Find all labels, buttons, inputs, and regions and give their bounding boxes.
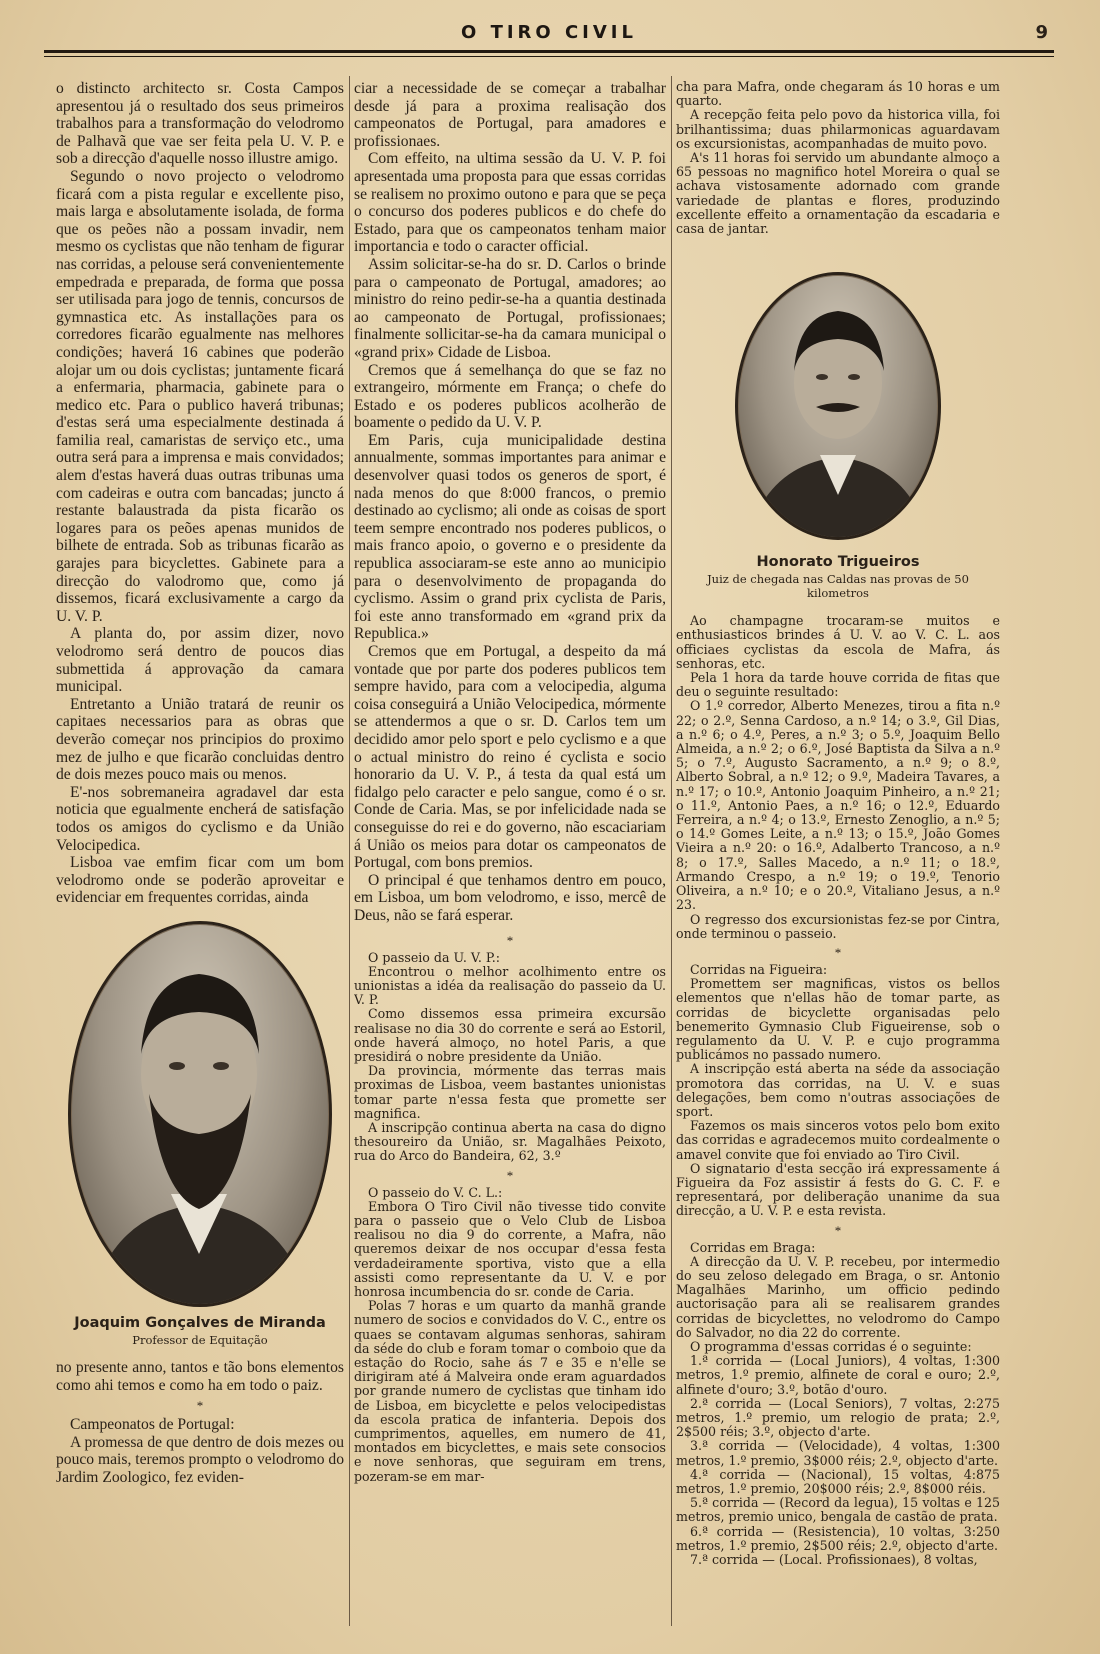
paragraph: Fazemos os mais sinceros votos pelo bom exito das corridas e agradecemos muito cordealmente o amavel convite que foi enviado ao Tiro Civil. <box>676 1118 1000 1162</box>
paragraph: A direcção da U. V. P. recebeu, por intermedio do seu zeloso delegado em Braga, o sr. Antonio Magalhães Marinho, um officio pedindo auctorisação para ali se realisarem grandes corridas de bicyclettes, no velodromo do Campo do Salvador, no dia 22 do corrente. <box>676 1253 1000 1340</box>
paragraph: Ao champagne trocaram-se muitos e enthusiasticos brindes á U. V. ao V. C. L. aos officiaes cyclistas da escola de Mafra, ás senhoras, etc. <box>676 613 1000 671</box>
paragraph: 6.ª corrida — (Resistencia), 10 voltas, 3:250 metros, 1.º premio, 2$500 réis; 2.º, objecto d'arte. <box>676 1523 1000 1553</box>
section-heading: O passeio do V. C. L.: <box>368 1184 503 1200</box>
paragraph: Em Paris, cuja municipalidade destina annualmente, sommas importantes para animar e desenvolver quasi todos os generos de sport, é nada menos do que 8:000 francos, o premio destinado ao cyclismo; ali onde as coisas de sport teem sempre encontrado nos poderes publicos, o mais franco apoio, o governo e o presidente da republica associaram-se este anno ao municipio para o desenvolvimento de propaganda do cyclismo. Assim o grand prix cyclista de Paris, foi este anno transformado em «grand prix da Republica.» <box>354 431 666 643</box>
section-heading: O passeio da U. V. P.: <box>368 949 500 965</box>
portrait-miranda <box>56 921 344 1347</box>
paragraph: A inscripção está aberta na séde da associação promotora das corridas, na U. V. e suas delegações, bem como n'outras associações de sport. <box>676 1061 1000 1119</box>
paragraph: Promettem ser magnificas, vistos os bellos elementos que n'ellas hão de tomar parte, as corridas de bicyclette organisadas pelo benemerito Gymnasio Club Figueirense, sob o regulamento da U. V. P. e cujo programma publicámos no passado numero. <box>676 976 1000 1063</box>
paragraph: O signatario d'esta secção irá expressamente á Figueira da Foz assistir á fests do G. C. F. e representará, por deliberação unanime da sua direcção, a U. V. P. e esta revista. <box>676 1160 1000 1219</box>
paragraph: ciar a necessidade de se começar a trabalhar desde já para a proxima realisação dos campeonatos de Portugal, para amadores e profissionaes. <box>354 80 666 150</box>
portrait-photo <box>68 921 332 1307</box>
paragraph: Entretanto a União tratará de reunir os capitaes necessarios para as obras que deverão começar nos principios do proximo mez de julho e que ficarão concluidas dentro de dois mezes pouco mais ou menos. <box>56 695 344 784</box>
column-3-body <box>676 614 1000 1567</box>
portrait-illustration <box>71 924 329 1304</box>
masthead <box>44 22 1054 48</box>
paragraph: A planta do, por assim dizer, novo velodromo será dentro de poucos dias submettida á approvação da camara municipal. <box>56 625 344 696</box>
section-divider-star: * <box>506 1167 514 1183</box>
section-divider-star: * <box>196 1398 204 1414</box>
paragraph: 5.ª corrida — (Record da legua), 15 voltas e 125 metros, premio unico, bengala de castão de prata. <box>676 1495 1000 1525</box>
paragraph: Cremos que em Portugal, a despeito da má vontade que por parte dos poderes publicos tem sempre havido, para com a velocipedia, alguma coisa conseguirá a União Velocipedica, mórmente se attendermos a que o sr. D. Carlos tem um decidido amor pelo sport e pelo cyclismo e a que o actual ministro do reino é cyclista e socio honorario da U. V. P., á testa da qual está um fidalgo pelo caracter e pelo sangue, como é o sr. Conde de Caria. Mas, se por infelicidade nada se conseguisse do rei e do governo, não escaciariam á União os meios para dotar os campeonatos de Portugal, com bons premios. <box>354 643 666 872</box>
section-heading: Corridas em Braga: <box>690 1239 816 1255</box>
portrait-caption-role: Juiz de chegada nas Caldas nas provas de 50 kilometros <box>707 572 969 601</box>
paragraph: Lisboa vae emfim ficar com um bom velodromo onde se poderão aproveitar e evidenciar em frequentes corridas, ainda <box>56 854 344 907</box>
paragraph: Embora O Tiro Civil não tivesse tido convite para o passeio que o Velo Club de Lisboa realisou no dia 9 do corrente, a Mafra, não queremos deixar de nos occupar d'essa festa verdadeiramente sportiva, visto que a ella assisti como representante da U. V. e por honrosa incumbencia do sr. conde de Caria. <box>354 1198 666 1299</box>
section-divider-star: * <box>834 1222 842 1238</box>
paragraph: Como dissemos essa primeira excursão realisase no dia 30 do corrente e será ao Estoril, onde haverá almoço, no hotel Paris, a que presidirá o nobre presidente da União. <box>354 1006 666 1064</box>
paragraph: O programma d'essas corridas é o seguinte: <box>690 1338 972 1354</box>
paragraph: Segundo o novo projecto o velodromo ficará com a pista regular e excellente piso, mais larga e absolutamente isolada, de forma que os peões não a possam invadir, nem mesmo os cyclistas que não tenham de figurar nas corridas, a pelouse será convenientemente empedrada e preparada, de forma que possa ser utilisada para jogo de tennis, concursos de gymnastica etc. As installações para os corredores ficarão egualmente nas melhores condições; haverá 16 cabines que poderão alojar um ou dois cyclistas; juntamente ficará a enfermaria, pharmacia, gabinete para o medico etc. Para o publico haverá tribunas; d'estas será uma especialmente destinada á familia real, camaristas de serviço etc., uma outra será para a imprensa e mais convidados; alem d'estas haverá duas outras tribunas uma com cadeiras e outra com bancadas; juncto á restante balaustrada da pista ficarão os logares para os peões apenas munidos de bilhete de entrada. Sob as tribunas ficarão as garajes para bicyclettes. Gabinete para a direcção do valodromo que, como já dissemos, ficará exclusivamente a cargo da U. V. P. <box>56 167 344 625</box>
paragraph: Pela 1 hora da tarde houve corrida de fitas que deu o seguinte resultado: <box>676 670 1000 700</box>
column-separator-1 <box>349 76 350 1626</box>
paragraph: cha para Mafra, onde chegaram ás 10 horas e um quarto. <box>676 80 1000 109</box>
paragraph: E'-nos sobremaneira agradavel dar esta noticia que egualmente encherá de satisfação todos os amigos do cyclismo e da União Velocipedica. <box>56 783 344 854</box>
paragraph: Cremos que á semelhança do que se faz no extrangeiro, mórmente em França; o chefe do Estado e os poderes publicos acolherão de boamente o pedido da U. V. P. <box>354 361 666 432</box>
paragraph: 4.ª corrida — (Nacional), 15 voltas, 4:875 metros, 1.º premio, 20$000 réis; 2.º, 8$000 réis. <box>676 1466 1000 1497</box>
column-2 <box>354 80 666 1640</box>
page-number: 9 <box>1035 22 1048 43</box>
column-1-body-bottom <box>56 1359 344 1487</box>
header-rule-bottom <box>44 56 1054 57</box>
paragraph: o distincto architecto sr. Costa Campos apresentou já o resultado dos seus primeiros trabalhos para a transformação do velodromo de Palhavã que vae ser feita pela U. V. P. e sob a direcção d'aquelle nosso illustre amigo. <box>56 80 344 168</box>
paragraph: A promessa de que dentro de dois mezes ou pouco mais, teremos prompto o velodromo do Jardim Zoologico, fez eviden- <box>56 1433 344 1486</box>
paragraph: 3.ª corrida — (Velocidade), 4 voltas, 1:300 metros, 1.º premio, 3$000 réis; 2.º, objecto d'arte. <box>676 1438 1000 1468</box>
portrait-caption-role: Professor de Equitação <box>132 1332 268 1347</box>
paragraph: Com effeito, na ultima sessão da U. V. P. foi apresentada uma proposta para que essas corridas se realisem no proximo outono e para que se peça o concurso dos poderes publicos e do chefe do Estado, para que os campeonatos tenham maior importancia e todo o caracter official. <box>354 150 666 256</box>
paragraph: O principal é que tenhamos dentro em pouco, em Lisboa, um bom velodromo, e isso, mercê de Deus, não se fará esperar. <box>354 871 666 924</box>
paragraph: A recepção feita pelo povo da historica villa, foi brilhantissima; duas philarmonicas aguardavam os excursionistas, acompanhadas de muito povo. <box>676 107 1000 151</box>
portrait-caption-name: Honorato Trigueiros <box>756 554 920 571</box>
column-3 <box>676 80 1000 1640</box>
paragraph: no presente anno, tantos e tão bons elementos como ahi temos e como ha em todo o paiz. <box>56 1358 344 1394</box>
section-divider-star: * <box>506 932 514 948</box>
paragraph: A inscripção continua aberta na casa do digno thesoureiro da União, sr. Magalhães Peixoto, rua do Arco do Bandeira, 62, 3.º <box>354 1119 666 1164</box>
paragraph: Da provincia, mórmente das terras mais proximas de Lisboa, veem bastantes unionistas tomar parte n'essa festa que promette ser magnifica. <box>354 1063 666 1121</box>
column-1 <box>56 80 344 1486</box>
paragraph: Encontrou o melhor acolhimento entre os unionistas a idéa da realisação do passeio da U. V. P. <box>354 963 666 1008</box>
paragraph: A's 11 horas foi servido um abundante almoço a 65 pessoas no magnifico hotel Moreira o qual se achava vistosamente adornado com grande variedade de plantas e flores, produzindo excellente effeito a ornamentação da escadaria e casa de jantar. <box>676 150 1000 237</box>
column-separator-2 <box>671 76 672 1626</box>
portrait-caption-name: Joaquim Gonçalves de Miranda <box>74 1314 326 1331</box>
paragraph: 2.ª corrida — (Local Seniors), 7 voltas, 2:275 metros, 1.º premio, um relogio de prata; 2.º, 2$500 réis; 3.º, objecto d'arte. <box>676 1395 1000 1440</box>
paragraph: 1.ª corrida — (Local Juniors), 4 voltas, 1:300 metros, 1.º premio, alfinete de coral e ouro; 2.º, alfinete d'ouro; 3.º, botão d'ouro. <box>676 1353 1000 1397</box>
portrait-illustration <box>738 275 938 537</box>
header-rule-top <box>44 50 1054 53</box>
paragraph: Assim solicitar-se-ha do sr. D. Carlos o brinde para o campeonato de Portugal, amadores; ao ministro do reino pedir-se-ha a quantia destinada ao campeonato de Portugal, profissionaes; finalmente sollicitar-se-ha da camara municipal o «grand prix» Cidade de Lisboa. <box>354 255 666 361</box>
paragraph: 7.ª corrida — (Local. Profissionaes), 8 voltas, <box>690 1552 978 1568</box>
section-divider-star: * <box>834 944 842 960</box>
column-1-body-top <box>56 80 344 907</box>
paragraph: O regresso dos excursionistas fez-se por Cintra, onde terminou o passeio. <box>676 911 1000 941</box>
paragraph: O 1.º corredor, Alberto Menezes, tirou a fita n.º 22; o 2.º, Senna Cardoso, a n.º 14; o 3.º, Gil Dias, a n.º 6; o 4.º, Peres, a n.º 3; o 5.º, Joaquim Bello Almeida, a n.º 2; o 6.º, José Baptista da Silva a n.º 5; o 7.º, Augusto Sacramento, a n.º 9; o 8.º, Alberto Sobral, a n.º 12; o 9.º, Madeira Tavares, a n.º 17; o 10.º, Antonio Joaquim Pinheiro, a n.º 21; o 11.º, Antonio Paes, a n.º 16; o 12.º, Eduardo Ferreira, a n.º 4; o 13.º, Ernesto Zenoglio, a n.º 5; o 14.º Gomes Leite, a n.º 13; o 15.º, João Gomes Vieira a n.º 20: o 16.º, Adalberto Trancoso, a n.º 8; o 17.º, Salles Macedo, a n.º 11; o 18.º, Armando Crespo, a n.º 19; o 19.º, Tenorio Oliveira, a n.º 10; e o 20.º, Vitaliano Jesus, a n.º 23. <box>676 698 1000 913</box>
publication-title: O TIRO CIVIL <box>461 22 637 43</box>
portrait-trigueiros <box>676 272 1000 600</box>
paragraph: Polas 7 horas e um quarto da manhã grande numero de socios e convidados do V. C., entre os quaes se contavam algumas senhoras, sahiram da séde do club e foram tomar o comboio que da estação do Rocio, sahe ás 7 e 35 e n'elle se dirigiram até á Malveira onde eram aguardados por grande numero de cyclistas que tinham ido de Lisboa, em bicyclette e pelos velocipedistas da escola pratica de infanteria. Depois dos cumprimentos, aquelles, em numero de 41, montados em bicyclettes, e mais sete consocios e nove senhoras, que seguiram em trens, pozeram-se em mar- <box>354 1298 666 1484</box>
section-heading: Corridas na Figueira: <box>690 961 828 977</box>
section-heading: Campeonatos de Portugal: <box>70 1416 235 1434</box>
portrait-photo <box>735 272 941 540</box>
